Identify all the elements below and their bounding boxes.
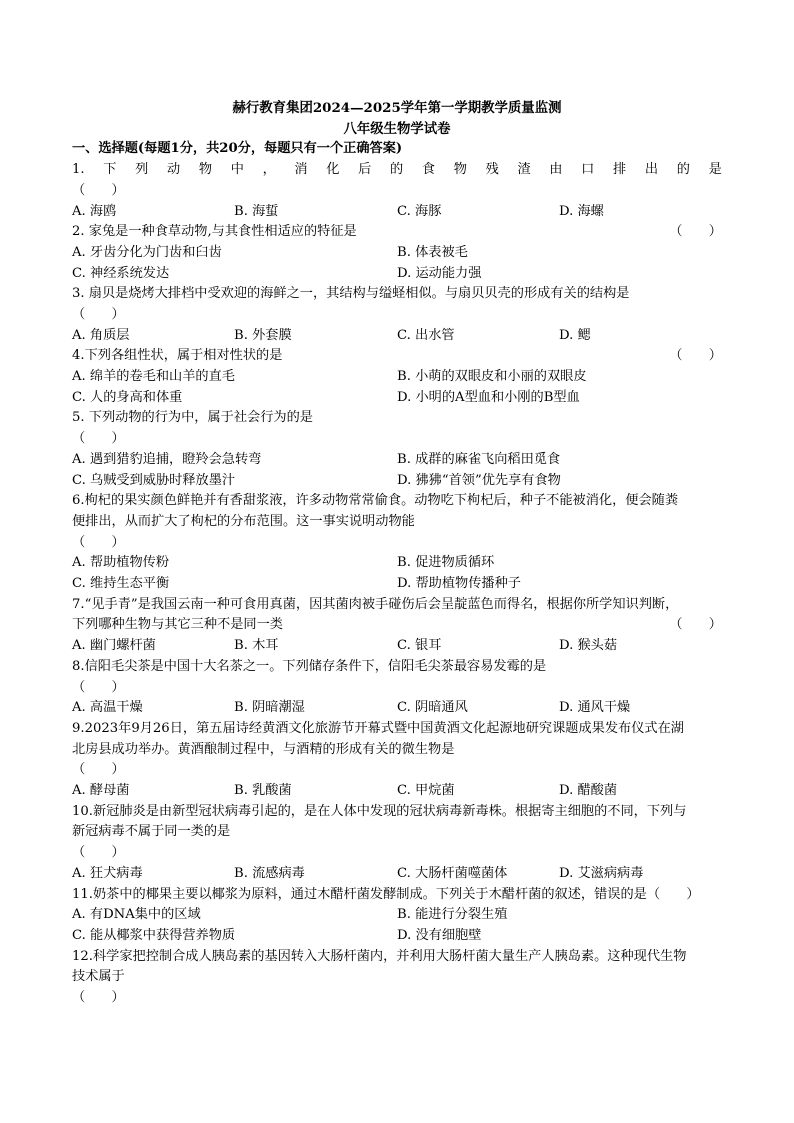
option-c: C. 出水管: [397, 327, 455, 343]
question-2-options-row1: [72, 243, 722, 264]
question-6-options-row1: [72, 553, 722, 574]
question-1-stem: [72, 160, 722, 181]
answer-bracket: （ ）: [72, 306, 125, 322]
question-4-options-row1: [72, 367, 722, 388]
question-9-options: [72, 781, 722, 802]
question-8-stem: 8.信阳毛尖茶是中国十大名茶之一。下列储存条件下，信阳毛尖茶最容易发霉的是: [72, 658, 547, 674]
q1-char: 的: [390, 162, 404, 178]
option-c: C. 维持生态平衡: [72, 576, 170, 592]
question-9-stem-line1: 9.2023年9月26日，第五届诗经黄酒文化旅游节开幕式暨中国黄酒文化起源地研究课题成果发布仪式在湖: [72, 720, 684, 736]
exam-subtitle: 八年级生物学试卷: [343, 120, 451, 137]
question-11-options-row1: [72, 905, 722, 926]
option-a: A. 酵母菌: [72, 783, 130, 799]
option-b: B. 流感病毒: [234, 865, 305, 881]
option-d: D. 通风干燥: [559, 700, 631, 716]
exam-title: 赫行教育集团2024—2025学年第一学期教学质量监测: [232, 100, 562, 116]
option-d: D. 鳃: [559, 327, 591, 343]
option-c: C. 能从椰浆中获得营养物质: [72, 927, 236, 943]
section-heading: 一、选择题(每题1分，共20分，每题只有一个正确答案): [72, 141, 403, 157]
option-b: B. 体表被毛: [397, 244, 468, 260]
question-12-stem-line2: 技术属于: [72, 969, 125, 985]
option-a: A. 狂犬病毒: [72, 865, 143, 881]
question-1-options: [72, 202, 722, 223]
question-10-options: [72, 864, 722, 885]
q1-char: 是: [708, 162, 722, 178]
question-11-options-row2: [72, 926, 722, 947]
question-9-stem-line2: 北房县成功举办。黄酒酿制过程中，与酒精的形成有关的微生物是: [72, 741, 455, 757]
option-d: D. 小明的A型血和小刚的B型血: [397, 389, 580, 405]
option-b: B. 成群的麻雀飞向稻田觅食: [397, 451, 561, 467]
question-5-options-row1: [72, 450, 722, 471]
option-c: C. 乌贼受到威胁时释放墨汁: [72, 472, 236, 488]
question-6-stem-line2: 便排出，从而扩大了枸杞的分布范围。这一事实说明动物能: [72, 513, 415, 529]
option-d: D. 没有细胞壁: [397, 927, 482, 943]
answer-bracket: （ ）: [72, 534, 125, 550]
answer-bracket: （ ）: [72, 679, 125, 695]
option-d: D. 海螺: [559, 203, 604, 219]
q1-char: 食: [421, 162, 436, 178]
q1-char: 动: [166, 162, 181, 178]
q1-char: 下: [103, 162, 117, 178]
q1-char: 后: [358, 162, 372, 178]
option-d: D. 艾滋病病毒: [559, 865, 644, 881]
option-a: A. 角质层: [72, 327, 130, 343]
q1-char: 列: [135, 162, 149, 178]
question-4-options-row2: [72, 388, 722, 409]
q1-char: 中: [230, 162, 244, 178]
question-5-stem: 5. 下列动物的行为中，属于社会行为的是: [72, 410, 313, 426]
option-a: A. 遇到猎豹追捕，瞪羚会急转弯: [72, 451, 262, 467]
question-6-stem-line1: 6.枸杞的果实颜色鲜艳并有香甜浆液，许多动物常常偷食。动物吃下枸杞后，种子不能被消化，便会随粪: [72, 493, 679, 509]
option-c: C. 神经系统发达: [72, 265, 170, 281]
q1-char: 出: [644, 162, 659, 178]
question-7-stem-line1: 7.“见手青”是我国云南一种可食用真菌，因其菌肉被手碰伤后会呈靛蓝色而得名，根据你所学知识判断，: [72, 596, 679, 612]
answer-bracket: （ ）: [72, 845, 125, 861]
question-stem: 2. 家兔是一种食草动物,与其食性相适应的特征是: [72, 224, 357, 240]
question-2-stem: [72, 222, 722, 243]
exam-page: [72, 98, 722, 1009]
question-7-options: [72, 636, 722, 657]
option-d: D. 帮助植物传播种子: [397, 576, 521, 592]
option-a: A. 高温干燥: [72, 700, 143, 716]
exam-header: [72, 98, 722, 139]
answer-bracket: （ ）: [669, 617, 722, 633]
option-b: B. 海蜇: [234, 203, 279, 219]
q1-char: 的: [676, 162, 690, 178]
answer-bracket: （ ）: [72, 989, 125, 1005]
option-b: B. 能进行分裂生殖: [397, 907, 508, 923]
option-a: A. 帮助植物传粉: [72, 555, 170, 571]
q1-char: ，: [262, 162, 276, 178]
option-b: B. 乳酸菌: [234, 783, 292, 799]
option-c: C. 人的身高和体重: [72, 389, 183, 405]
question-11-stem: 11.奶茶中的椰果主要以椰浆为原料，通过木醋杆菌发酵制成。下列关于木醋杆菌的叙述，错误的是（ ）: [72, 886, 700, 902]
option-a: A. 牙齿分化为门齿和臼齿: [72, 244, 222, 260]
answer-bracket: （ ）: [72, 762, 125, 778]
answer-bracket: （ ）: [669, 348, 722, 364]
question-6-options-row2: [72, 574, 722, 595]
option-c: C. 银耳: [397, 638, 442, 654]
option-a: A. 有DNA集中的区域: [72, 907, 201, 923]
question-8-options: [72, 698, 722, 719]
q1-char: 物: [453, 162, 467, 178]
answer-bracket: （ ）: [669, 224, 722, 240]
option-c: C. 大肠杆菌噬菌体: [397, 865, 508, 881]
q1-char: 口: [581, 162, 595, 178]
question-3-stem: 3. 扇贝是烧烤大排档中受欢迎的海鲜之一，其结构与缢蛏相似。与扇贝贝壳的形成有关的结构是: [72, 286, 630, 302]
answer-bracket: （ ）: [72, 431, 125, 447]
question-3-options: [72, 326, 722, 347]
question-stem: 下列哪种生物与其它三种不是同一类: [72, 617, 283, 633]
option-d: D. 运动能力强: [397, 265, 482, 281]
q1-char: 由: [549, 162, 563, 178]
option-a: A. 绵羊的卷毛和山羊的直毛: [72, 369, 235, 385]
question-2-options-row2: [72, 264, 722, 285]
question-12-stem-line1: 12.科学家把控制合成人胰岛素的基因转入大肠杆菌内，并利用大肠杆菌大量生产人胰岛素。这种现代生物: [72, 948, 687, 964]
question-4-stem: [72, 346, 722, 367]
option-c: C. 甲烷菌: [397, 783, 455, 799]
question-10-stem-line1: 10.新冠肺炎是由新型冠状病毒引起的，是在人体中发现的冠状病毒新毒株。根据寄主细胞的不同，下列与: [72, 803, 687, 819]
option-c: C. 海豚: [397, 203, 442, 219]
question-stem: 4.下列各组性状，属于相对性状的是: [72, 348, 283, 364]
question-5-options-row2: [72, 471, 722, 492]
question-7-stem-line2: [72, 615, 722, 636]
question-10-stem-line2: 新冠病毒不属于同一类的是: [72, 824, 231, 840]
option-d: D. 猴头菇: [559, 638, 618, 654]
option-c: C. 阴暗通风: [397, 700, 468, 716]
option-b: B. 阴暗潮湿: [234, 700, 305, 716]
q1-char: 渣: [517, 162, 531, 178]
q1-char: 残: [485, 162, 499, 178]
option-b: B. 小萌的双眼皮和小丽的双眼皮: [397, 369, 587, 385]
answer-bracket: （ ）: [72, 182, 125, 198]
option-b: B. 促进物质循环: [397, 555, 495, 571]
option-a: A. 幽门螺杆菌: [72, 638, 156, 654]
q1-char: 1.: [72, 162, 85, 178]
option-b: B. 外套膜: [234, 327, 292, 343]
q1-char: 消: [294, 162, 308, 178]
q1-char: 排: [613, 162, 627, 178]
q1-char: 化: [326, 162, 340, 178]
option-b: B. 木耳: [234, 638, 279, 654]
option-a: A. 海鸥: [72, 203, 117, 219]
option-d: D. 醋酸菌: [559, 783, 618, 799]
q1-char: 物: [198, 162, 213, 178]
option-d: D. 狒狒“首领”优先享有食物: [397, 472, 561, 488]
